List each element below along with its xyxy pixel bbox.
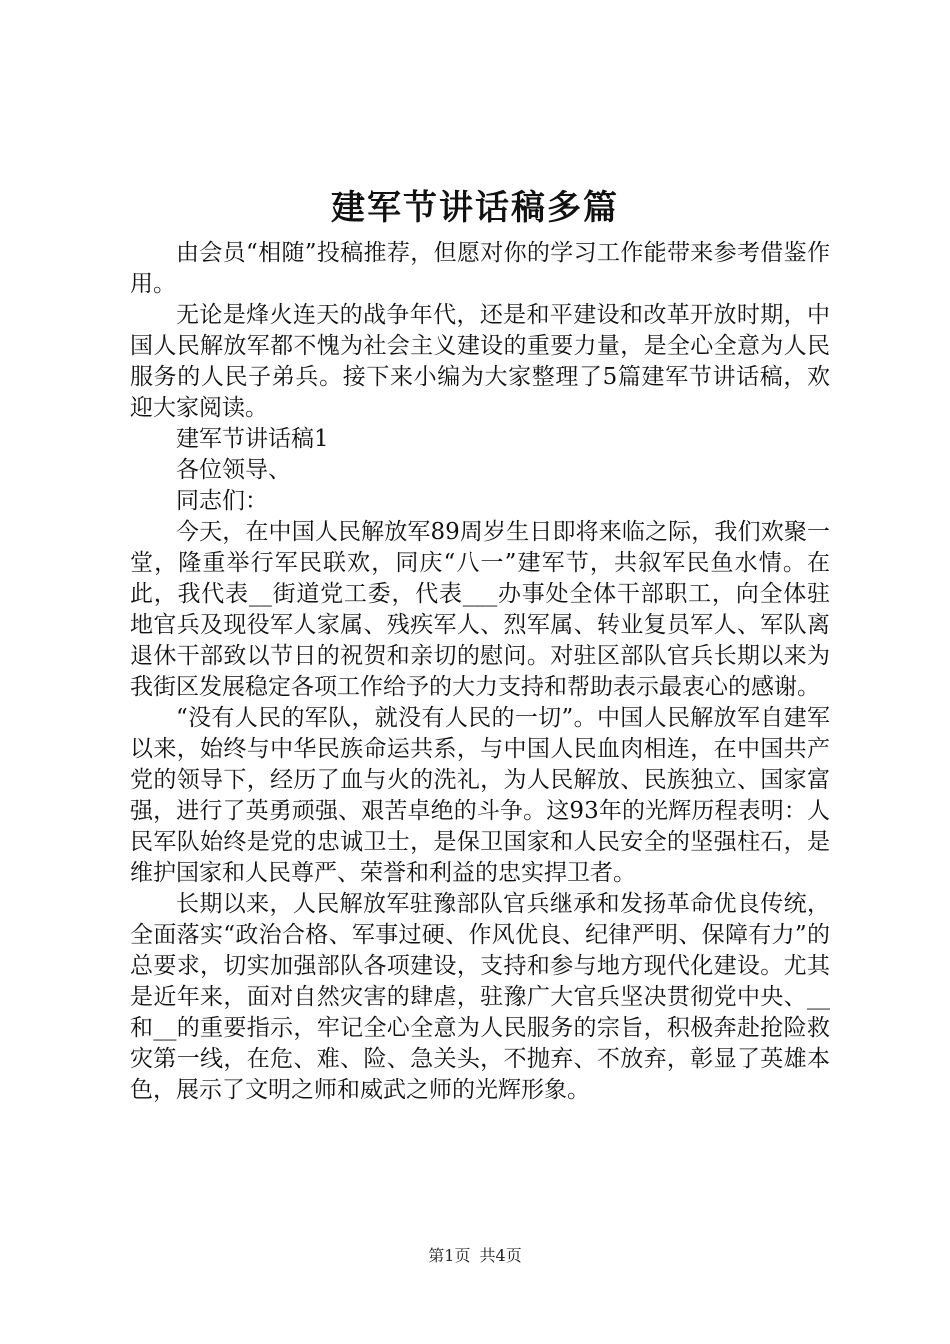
section-heading: 建军节讲话稿1 bbox=[176, 426, 329, 452]
paragraph: 今天，在中国人民解放军89周岁生日即将来临之际，我们欢聚一堂，隆重举行军民联欢，同庆“八一”建军节，共叙军民鱼水情。在此，我代表__街道党工委，代表___办事处全体干部职工，向全体驻地官兵及现役军人家属、残疾军人、烈军属、转业复员军人、军队离退休干部致以节日的祝贺和亲切的慰问。对驻区部队官兵长期以来为我街区发展稳定各项工作给予的大力支持和帮助表示最衷心的感谢。 bbox=[130, 519, 830, 700]
page-total: 共4页 bbox=[479, 1246, 522, 1265]
document-body bbox=[130, 238, 830, 1106]
paragraph: 长期以来，人民解放军驻豫部队官兵继承和发扬革命优良传统，全面落实“政治合格、军事过硬、作风优良、纪律严明、保障有力”的总要求，切实加强部队各项建设，支持和参与地方现代化建设。尤其是近年来，面对自然灾害的肆虐，驻豫广大官兵坚决贯彻党中央、__和__的重要指示，牢记全心全意为人民服务的宗旨，积极奔赴抢险救灾第一线，在危、难、险、急关头，不抛弃、不放弃，彰显了英雄本色，展示了文明之师和威武之师的光辉形象。 bbox=[130, 891, 830, 1103]
paragraph-intro: 由会员“相随”投稿推荐，但愿对你的学习工作能带来参考借鉴作用。 bbox=[130, 240, 830, 297]
salutation-line: 同志们： bbox=[176, 488, 268, 514]
paragraph-summary: 无论是烽火连天的战争年代，还是和平建设和改革开放时期，中国人民解放军都不愧为社会主义建设的重要力量，是全心全意为人民服务的人民子弟兵。接下来小编为大家整理了5篇建军节讲话稿，欢迎大家阅读。 bbox=[130, 302, 830, 421]
document-title: 建军节讲话稿多篇 bbox=[331, 188, 619, 228]
paragraph: “没有人民的军队，就没有人民的一切”。中国人民解放军自建军以来，始终与中华民族命运共系，与中国人民血肉相连，在中国共产党的领导下，经历了血与火的洗礼，为人民解放、民族独立、国家富强，进行了英勇顽强、艰苦卓绝的斗争。这93年的光辉历程表明：人民军队始终是党的忠诚卫士，是保卫国家和人民安全的坚强柱石，是维护国家和人民尊严、荣誉和利益的忠实捍卫者。 bbox=[130, 705, 830, 886]
salutation-line: 各位领导、 bbox=[176, 457, 291, 483]
page-footer bbox=[0, 1245, 950, 1267]
page-number: 第1页 bbox=[428, 1246, 471, 1265]
